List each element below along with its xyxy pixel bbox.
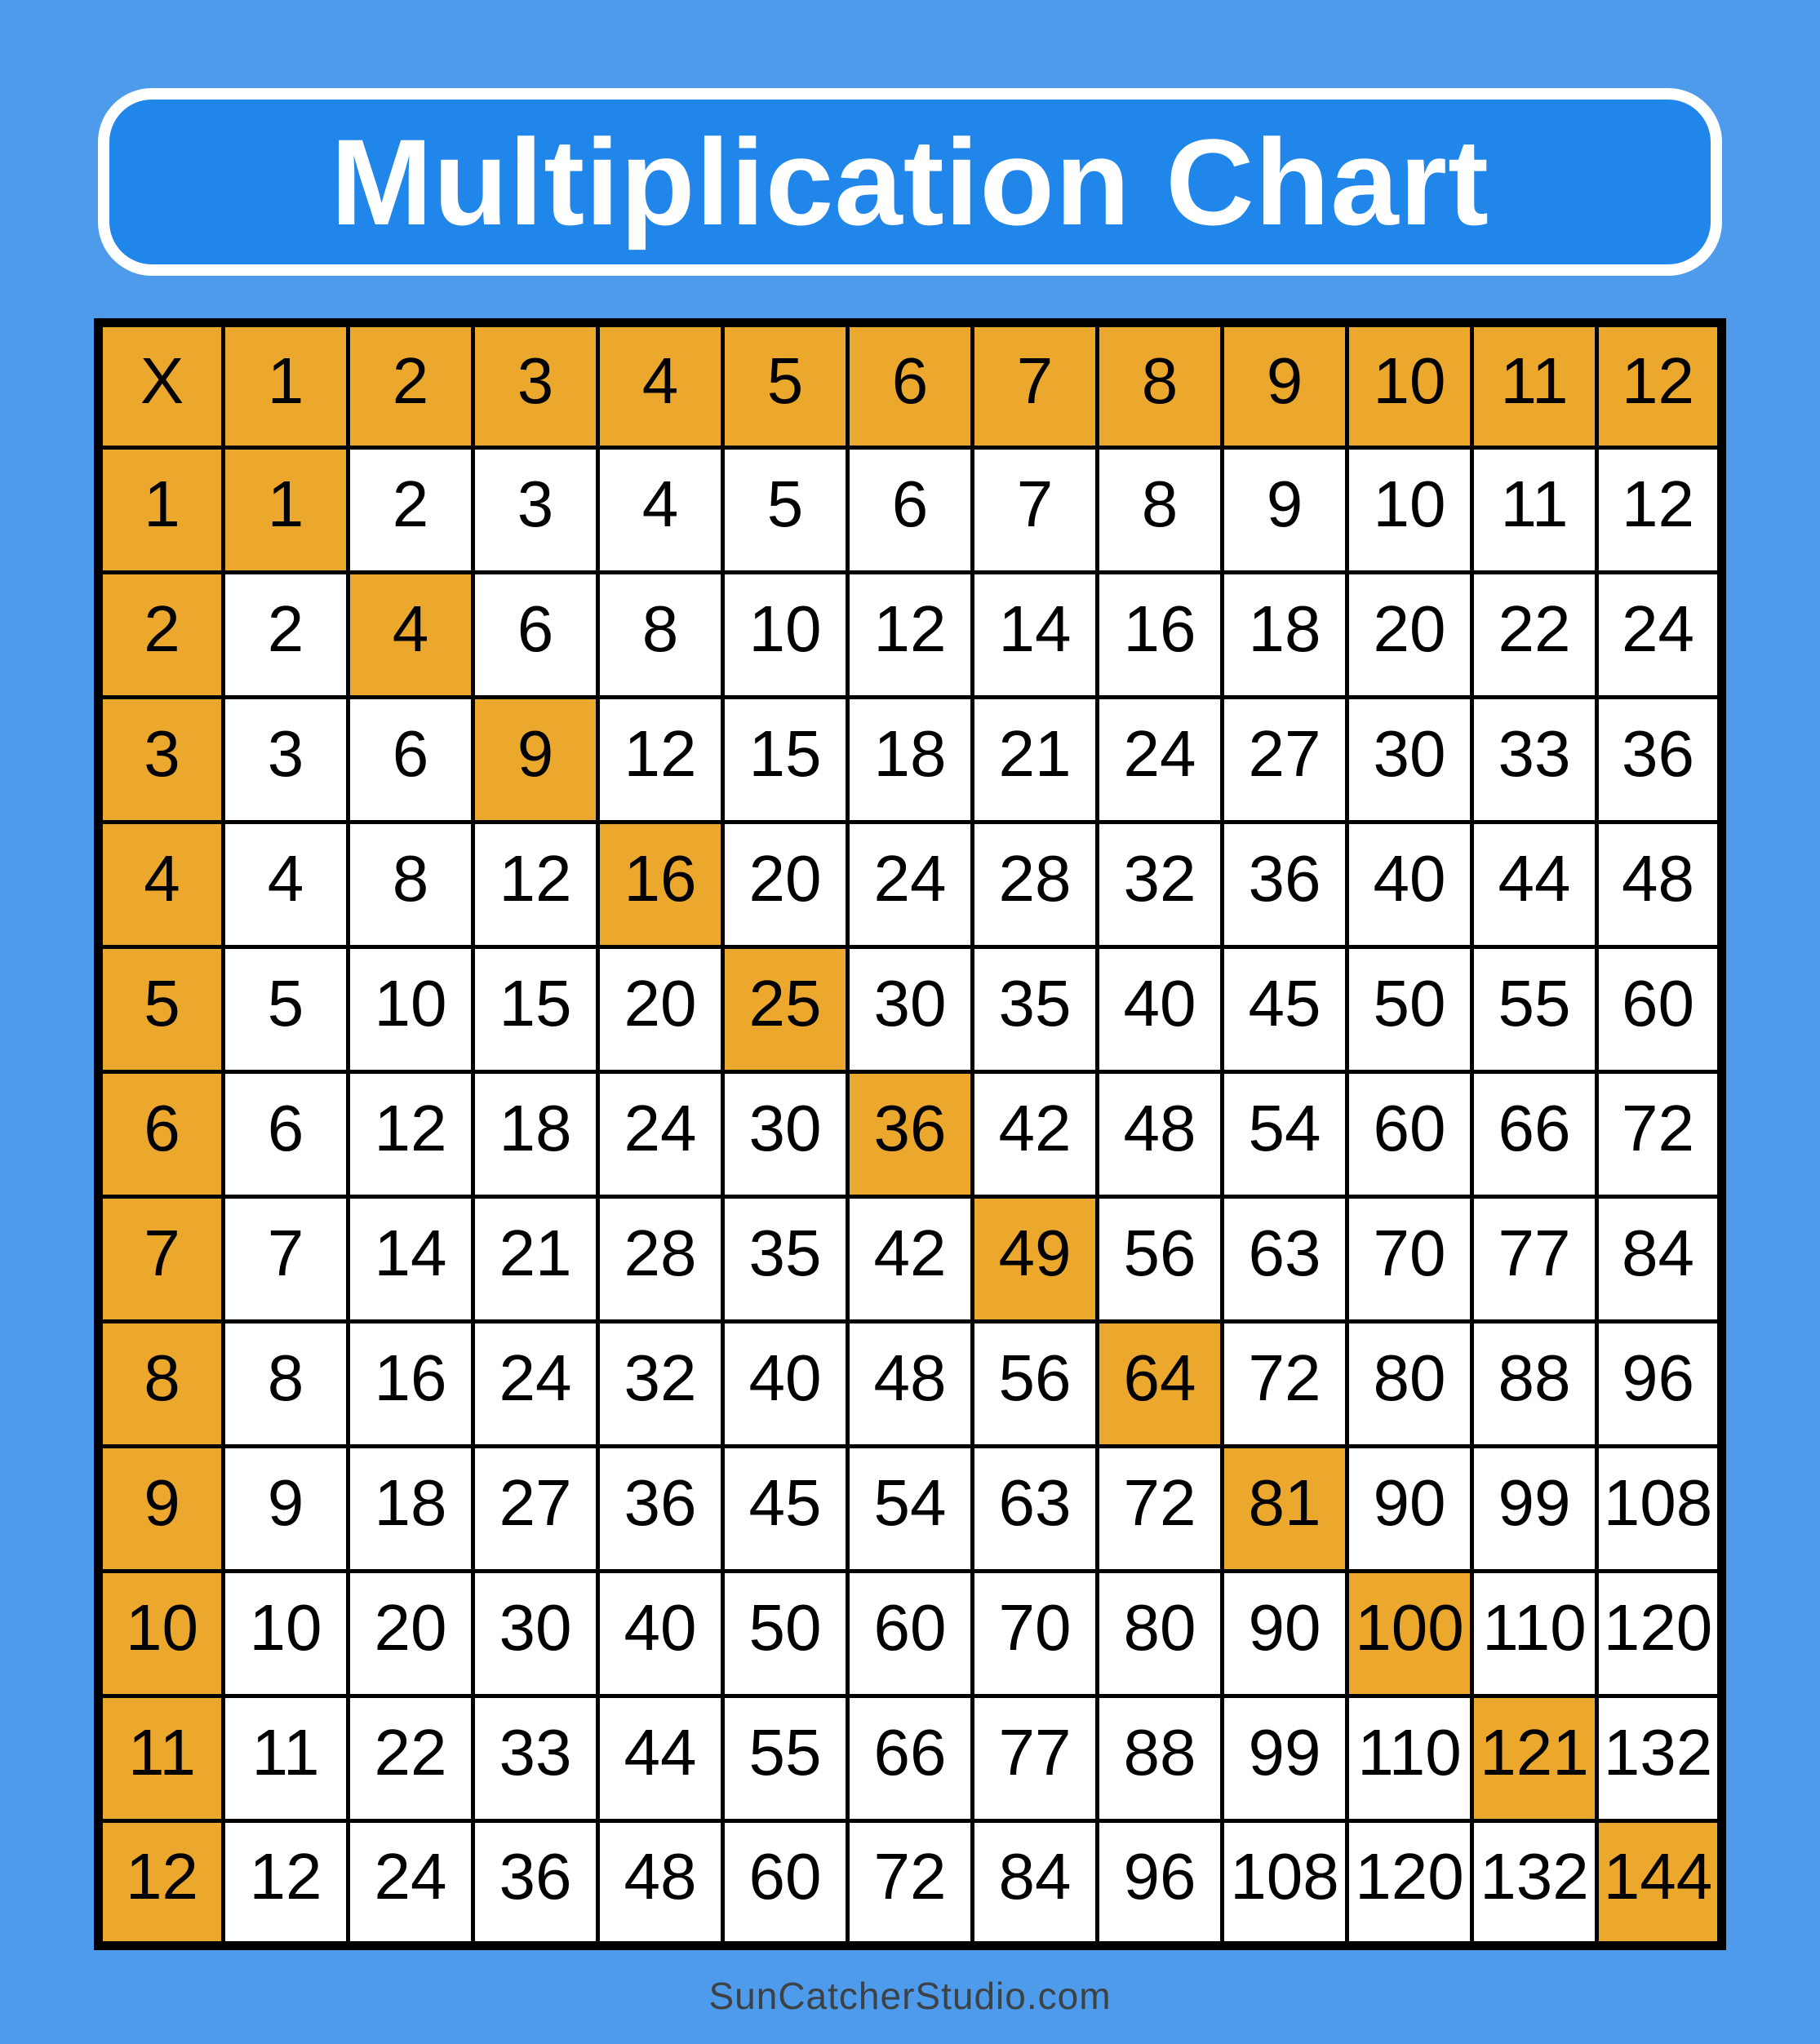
- product-cell: 49: [973, 1197, 1098, 1322]
- product-cell: 4: [348, 573, 473, 698]
- product-cell: 48: [598, 1821, 723, 1946]
- product-cell: 24: [1597, 573, 1722, 698]
- product-cell: 18: [473, 1072, 598, 1197]
- product-cell: 25: [723, 947, 848, 1072]
- product-cell: 36: [1223, 822, 1347, 947]
- product-cell: 7: [224, 1197, 348, 1322]
- product-cell: 99: [1472, 1447, 1597, 1572]
- table-header-row: [99, 323, 1722, 448]
- column-header-cell: 5: [723, 323, 848, 448]
- column-header-cell: 2: [348, 323, 473, 448]
- column-header-cell: 3: [473, 323, 598, 448]
- table-row: [99, 1572, 1722, 1696]
- product-cell: 81: [1223, 1447, 1347, 1572]
- product-cell: 90: [1347, 1447, 1472, 1572]
- product-cell: 32: [598, 1322, 723, 1447]
- product-cell: 32: [1098, 822, 1223, 947]
- product-cell: 18: [1223, 573, 1347, 698]
- product-cell: 30: [473, 1572, 598, 1696]
- product-cell: 11: [1472, 448, 1597, 573]
- product-cell: 24: [598, 1072, 723, 1197]
- footer: [0, 1950, 1820, 2042]
- column-header-cell: 6: [848, 323, 973, 448]
- table-row: [99, 1072, 1722, 1197]
- product-cell: 12: [848, 573, 973, 698]
- table-row: [99, 822, 1722, 947]
- product-cell: 6: [348, 698, 473, 822]
- product-cell: 60: [848, 1572, 973, 1696]
- product-cell: 5: [224, 947, 348, 1072]
- product-cell: 96: [1597, 1322, 1722, 1447]
- product-cell: 60: [723, 1821, 848, 1946]
- column-header-cell: 11: [1472, 323, 1597, 448]
- product-cell: 15: [473, 947, 598, 1072]
- product-cell: 45: [723, 1447, 848, 1572]
- product-cell: 12: [348, 1072, 473, 1197]
- table-row: [99, 1447, 1722, 1572]
- product-cell: 60: [1597, 947, 1722, 1072]
- product-cell: 96: [1098, 1821, 1223, 1946]
- product-cell: 8: [224, 1322, 348, 1447]
- product-cell: 88: [1472, 1322, 1597, 1447]
- product-cell: 56: [1098, 1197, 1223, 1322]
- product-cell: 55: [723, 1696, 848, 1821]
- product-cell: 80: [1347, 1322, 1472, 1447]
- product-cell: 48: [1597, 822, 1722, 947]
- product-cell: 50: [723, 1572, 848, 1696]
- product-cell: 22: [348, 1696, 473, 1821]
- product-cell: 16: [1098, 573, 1223, 698]
- product-cell: 27: [473, 1447, 598, 1572]
- column-header-cell: 8: [1098, 323, 1223, 448]
- product-cell: 10: [224, 1572, 348, 1696]
- product-cell: 66: [848, 1696, 973, 1821]
- table-body: [99, 323, 1722, 1946]
- product-cell: 27: [1223, 698, 1347, 822]
- product-cell: 70: [1347, 1197, 1472, 1322]
- product-cell: 28: [973, 822, 1098, 947]
- product-cell: 55: [1472, 947, 1597, 1072]
- column-header-cell: 10: [1347, 323, 1472, 448]
- product-cell: 144: [1597, 1821, 1722, 1946]
- product-cell: 56: [973, 1322, 1098, 1447]
- product-cell: 10: [723, 573, 848, 698]
- product-cell: 14: [973, 573, 1098, 698]
- row-header-cell: 7: [99, 1197, 224, 1322]
- product-cell: 9: [1223, 448, 1347, 573]
- product-cell: 3: [473, 448, 598, 573]
- product-cell: 54: [1223, 1072, 1347, 1197]
- row-header-cell: 5: [99, 947, 224, 1072]
- product-cell: 40: [723, 1322, 848, 1447]
- product-cell: 99: [1223, 1696, 1347, 1821]
- row-header-cell: 2: [99, 573, 224, 698]
- table-row: [99, 1821, 1722, 1946]
- product-cell: 33: [473, 1696, 598, 1821]
- product-cell: 24: [848, 822, 973, 947]
- product-cell: 6: [848, 448, 973, 573]
- product-cell: 30: [848, 947, 973, 1072]
- row-header-cell: 3: [99, 698, 224, 822]
- product-cell: 110: [1347, 1696, 1472, 1821]
- product-cell: 63: [973, 1447, 1098, 1572]
- product-cell: 36: [848, 1072, 973, 1197]
- product-cell: 10: [348, 947, 473, 1072]
- product-cell: 2: [224, 573, 348, 698]
- product-cell: 100: [1347, 1572, 1472, 1696]
- product-cell: 84: [1597, 1197, 1722, 1322]
- product-cell: 84: [973, 1821, 1098, 1946]
- product-cell: 16: [598, 822, 723, 947]
- footer-credit: SunCatcherStudio.com: [708, 1975, 1112, 2017]
- product-cell: 12: [224, 1821, 348, 1946]
- product-cell: 63: [1223, 1197, 1347, 1322]
- product-cell: 8: [348, 822, 473, 947]
- product-cell: 12: [1597, 448, 1722, 573]
- product-cell: 35: [723, 1197, 848, 1322]
- table-row: [99, 1696, 1722, 1821]
- product-cell: 1: [224, 448, 348, 573]
- table-row: [99, 698, 1722, 822]
- page-title: Multiplication Chart: [331, 113, 1489, 251]
- product-cell: 36: [473, 1821, 598, 1946]
- product-cell: 40: [1347, 822, 1472, 947]
- product-cell: 110: [1472, 1572, 1597, 1696]
- table-row: [99, 947, 1722, 1072]
- product-cell: 42: [848, 1197, 973, 1322]
- product-cell: 120: [1347, 1821, 1472, 1946]
- product-cell: 28: [598, 1197, 723, 1322]
- table-row: [99, 448, 1722, 573]
- product-cell: 44: [1472, 822, 1597, 947]
- product-cell: 8: [1098, 448, 1223, 573]
- product-cell: 36: [598, 1447, 723, 1572]
- product-cell: 120: [1597, 1572, 1722, 1696]
- product-cell: 30: [1347, 698, 1472, 822]
- product-cell: 10: [1347, 448, 1472, 573]
- product-cell: 72: [848, 1821, 973, 1946]
- product-cell: 15: [723, 698, 848, 822]
- product-cell: 18: [848, 698, 973, 822]
- page: [0, 88, 1820, 2042]
- product-cell: 12: [473, 822, 598, 947]
- product-cell: 7: [973, 448, 1098, 573]
- product-cell: 20: [723, 822, 848, 947]
- product-cell: 48: [848, 1322, 973, 1447]
- product-cell: 88: [1098, 1696, 1223, 1821]
- table-row: [99, 1322, 1722, 1447]
- product-cell: 60: [1347, 1072, 1472, 1197]
- product-cell: 9: [224, 1447, 348, 1572]
- product-cell: 24: [1098, 698, 1223, 822]
- row-header-cell: 1: [99, 448, 224, 573]
- product-cell: 77: [1472, 1197, 1597, 1322]
- column-header-cell: 9: [1223, 323, 1347, 448]
- product-cell: 11: [224, 1696, 348, 1821]
- multiplication-table: [94, 318, 1726, 1950]
- product-cell: 5: [723, 448, 848, 573]
- column-header-cell: 7: [973, 323, 1098, 448]
- column-header-cell: 12: [1597, 323, 1722, 448]
- row-header-cell: 11: [99, 1696, 224, 1821]
- product-cell: 48: [1098, 1072, 1223, 1197]
- product-cell: 70: [973, 1572, 1098, 1696]
- product-cell: 108: [1597, 1447, 1722, 1572]
- product-cell: 6: [473, 573, 598, 698]
- corner-cell: X: [99, 323, 224, 448]
- product-cell: 4: [224, 822, 348, 947]
- product-cell: 40: [1098, 947, 1223, 1072]
- table-row: [99, 1197, 1722, 1322]
- product-cell: 64: [1098, 1322, 1223, 1447]
- product-cell: 9: [473, 698, 598, 822]
- product-cell: 44: [598, 1696, 723, 1821]
- product-cell: 77: [973, 1696, 1098, 1821]
- product-cell: 72: [1098, 1447, 1223, 1572]
- product-cell: 20: [1347, 573, 1472, 698]
- product-cell: 54: [848, 1447, 973, 1572]
- table-row: [99, 573, 1722, 698]
- product-cell: 3: [224, 698, 348, 822]
- product-cell: 18: [348, 1447, 473, 1572]
- product-cell: 2: [348, 448, 473, 573]
- product-cell: 8: [598, 573, 723, 698]
- product-cell: 50: [1347, 947, 1472, 1072]
- row-header-cell: 12: [99, 1821, 224, 1946]
- product-cell: 12: [598, 698, 723, 822]
- product-cell: 132: [1597, 1696, 1722, 1821]
- row-header-cell: 4: [99, 822, 224, 947]
- row-header-cell: 10: [99, 1572, 224, 1696]
- row-header-cell: 9: [99, 1447, 224, 1572]
- product-cell: 80: [1098, 1572, 1223, 1696]
- product-cell: 72: [1223, 1322, 1347, 1447]
- product-cell: 20: [348, 1572, 473, 1696]
- product-cell: 20: [598, 947, 723, 1072]
- column-header-cell: 1: [224, 323, 348, 448]
- product-cell: 36: [1597, 698, 1722, 822]
- product-cell: 21: [973, 698, 1098, 822]
- title-banner: [98, 88, 1722, 276]
- product-cell: 6: [224, 1072, 348, 1197]
- product-cell: 72: [1597, 1072, 1722, 1197]
- product-cell: 33: [1472, 698, 1597, 822]
- row-header-cell: 8: [99, 1322, 224, 1447]
- product-cell: 66: [1472, 1072, 1597, 1197]
- product-cell: 30: [723, 1072, 848, 1197]
- product-cell: 45: [1223, 947, 1347, 1072]
- product-cell: 14: [348, 1197, 473, 1322]
- product-cell: 121: [1472, 1696, 1597, 1821]
- row-header-cell: 6: [99, 1072, 224, 1197]
- product-cell: 108: [1223, 1821, 1347, 1946]
- product-cell: 90: [1223, 1572, 1347, 1696]
- product-cell: 35: [973, 947, 1098, 1072]
- product-cell: 22: [1472, 573, 1597, 698]
- product-cell: 40: [598, 1572, 723, 1696]
- product-cell: 42: [973, 1072, 1098, 1197]
- product-cell: 4: [598, 448, 723, 573]
- product-cell: 16: [348, 1322, 473, 1447]
- product-cell: 132: [1472, 1821, 1597, 1946]
- column-header-cell: 4: [598, 323, 723, 448]
- product-cell: 24: [348, 1821, 473, 1946]
- product-cell: 24: [473, 1322, 598, 1447]
- product-cell: 21: [473, 1197, 598, 1322]
